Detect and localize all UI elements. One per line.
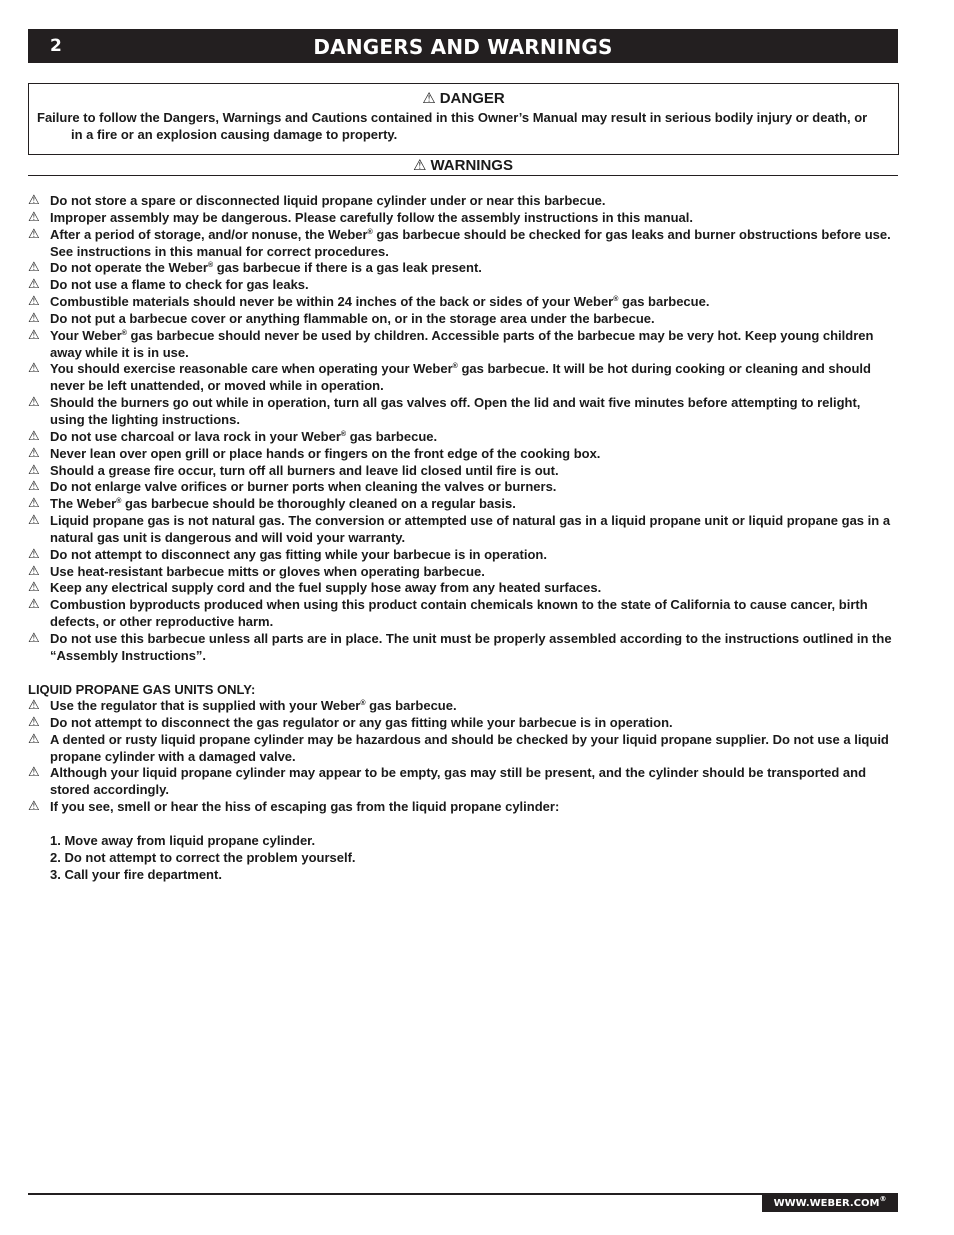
warning-item <box>28 361 898 395</box>
warning-item <box>28 547 898 564</box>
warning-item <box>28 479 898 496</box>
warning-triangle-icon: ⚠ <box>28 698 40 713</box>
warning-text: Use the regulator that is supplied with your Weber® gas barbecue. <box>50 698 457 713</box>
emergency-step: 2. Do not attempt to correct the problem yourself. <box>50 849 356 865</box>
danger-box <box>28 83 899 155</box>
warning-text: Do not use charcoal or lava rock in your Weber® gas barbecue. <box>50 428 438 444</box>
warnings-divider <box>28 175 898 176</box>
warning-text: Do not use this barbecue unless all parts are in place. The unit must be properly assembled according to the instructions outlined in the “Assembly Instructions”. <box>50 630 892 663</box>
warning-triangle-icon: ⚠ <box>28 277 40 293</box>
warning-text: Combustion byproducts produced when using this product contain chemicals known to the state of California to cause cancer, birth defects, or other reproductive harm. <box>50 597 868 630</box>
warning-item <box>28 429 898 446</box>
warning-triangle-icon: ⚠ <box>28 193 40 208</box>
warning-item <box>28 564 898 581</box>
warning-item <box>28 395 898 429</box>
warning-item <box>28 513 898 547</box>
warning-item <box>28 631 898 665</box>
warning-item <box>28 294 898 311</box>
warning-text: After a period of storage, and/or nonuse, the Weber® gas barbecue should be checked for gas leaks and burner obstructions before use. See instructions in this manual for correct procedures. <box>50 226 891 259</box>
warning-text: Although your liquid propane cylinder may appear to be empty, gas may still be present, and the cylinder should be transported and stored accordingly. <box>50 765 867 798</box>
warning-triangle-icon: ⚠ <box>28 445 40 461</box>
warning-item <box>28 597 898 631</box>
warning-item <box>28 732 898 766</box>
warning-text: Do not put a barbecue cover or anything flammable on, or in the storage area under the barbecue. <box>50 310 655 326</box>
warning-triangle-icon: ⚠ <box>28 395 40 411</box>
warnings-title: WARNINGS <box>430 157 513 174</box>
warning-text: Use heat-resistant barbecue mitts or gloves when operating barbecue. <box>50 563 485 579</box>
warning-text: Do not store a spare or disconnected liquid propane cylinder under or near this barbecue. <box>50 193 606 208</box>
lp-heading: LIQUID PROPANE GAS UNITS ONLY: <box>28 682 256 697</box>
warning-triangle-icon: ⚠ <box>28 731 40 747</box>
warning-text: Do not attempt to disconnect the gas regulator or any gas fitting while your barbecue is in operation. <box>50 714 673 730</box>
page-number: 2 <box>50 36 62 56</box>
warning-text: Never lean over open grill or place hands or fingers on the front edge of the cooking box. <box>50 445 601 461</box>
warning-triangle-icon: ⚠ <box>28 597 40 613</box>
warning-triangle-icon: ⚠ <box>28 546 40 562</box>
warning-triangle-icon: ⚠ <box>28 714 40 730</box>
emergency-step: 3. Call your fire department. <box>50 866 222 882</box>
warning-text: Keep any electrical supply cord and the fuel supply hose away from any heated surfaces. <box>50 580 602 596</box>
warning-triangle-icon: ⚠ <box>28 209 40 225</box>
emergency-steps-list <box>50 833 356 884</box>
warning-triangle-icon: ⚠ <box>28 294 40 310</box>
warning-triangle-icon: ⚠ <box>28 630 40 646</box>
warning-text: Do not use a flame to check for gas leaks. <box>50 277 309 293</box>
warning-triangle-icon: ⚠ <box>28 310 40 326</box>
page-title: DANGERS AND WARNINGS <box>313 35 613 59</box>
warning-triangle-icon: ⚠ <box>28 428 40 444</box>
warning-text: Do not enlarge valve orifices or burner ports when cleaning the valves or burners. <box>50 479 557 495</box>
warning-item <box>28 277 898 294</box>
warning-triangle-icon: ⚠ <box>422 89 436 107</box>
warning-text: Do not operate the Weber® gas barbecue if there is a gas leak present. <box>50 260 482 276</box>
warning-item <box>28 715 898 732</box>
footer-url: WWW.WEBER.COM® <box>762 1195 898 1212</box>
warning-text: Improper assembly may be dangerous. Please carefully follow the assembly instructions in this manual. <box>50 209 693 225</box>
danger-title: DANGER <box>439 90 505 107</box>
warning-triangle-icon: ⚠ <box>28 462 40 478</box>
warning-text: If you see, smell or hear the hiss of escaping gas from the liquid propane cylinder: <box>50 799 560 815</box>
warning-triangle-icon: ⚠ <box>28 226 40 242</box>
warning-triangle-icon: ⚠ <box>28 765 40 781</box>
warning-item <box>28 193 898 210</box>
warning-item <box>28 698 898 715</box>
warning-text: A dented or rusty liquid propane cylinder may be hazardous and should be checked by your liquid propane supplier. Do not use a liquid propane cylinder with a damaged valve. <box>50 731 889 764</box>
warning-item <box>28 260 898 277</box>
warning-text: The Weber® gas barbecue should be thoroughly cleaned on a regular basis. <box>50 496 516 512</box>
warning-text: You should exercise reasonable care when operating your Weber® gas barbecue. It will be hot during cooking or cleaning and should never be left unattended, or moved while in operation. <box>50 361 871 394</box>
warning-item <box>28 765 898 799</box>
warning-triangle-icon: ⚠ <box>28 479 40 495</box>
warning-triangle-icon: ⚠ <box>28 260 40 276</box>
warning-triangle-icon: ⚠ <box>28 580 40 596</box>
warnings-heading <box>28 157 898 174</box>
warning-triangle-icon: ⚠ <box>28 799 40 815</box>
warnings-list <box>28 193 898 665</box>
warning-item <box>28 227 898 261</box>
danger-text: Failure to follow the Dangers, Warnings and Cautions contained in this Owner’s Manual may result in serious bodily injury or death, or in a fire or an explosion causing damage to property. <box>37 110 868 142</box>
lp-warnings-list <box>28 698 898 816</box>
warning-triangle-icon: ⚠ <box>28 563 40 579</box>
warning-text: Your Weber® gas barbecue should never be used by children. Accessible parts of the barbecue may be very hot. Keep young children away while it is in use. <box>50 327 874 360</box>
warning-item <box>28 446 898 463</box>
warning-text: Do not attempt to disconnect any gas fitting while your barbecue is in operation. <box>50 546 547 562</box>
warning-triangle-icon: ⚠ <box>28 496 40 512</box>
warning-item <box>28 580 898 597</box>
warning-text: Should the burners go out while in operation, turn all gas valves off. Open the lid and wait five minutes before attempting to relight, using the lighting instructions. <box>50 395 861 427</box>
danger-heading <box>29 90 898 107</box>
warning-triangle-icon: ⚠ <box>28 327 40 343</box>
warning-item <box>28 496 898 513</box>
emergency-step: 1. Move away from liquid propane cylinder. <box>50 833 316 848</box>
warning-triangle-icon: ⚠ <box>28 361 40 377</box>
warning-triangle-icon: ⚠ <box>28 513 40 529</box>
warning-item <box>28 311 898 328</box>
page-header <box>28 29 898 63</box>
warning-text: Should a grease fire occur, turn off all burners and leave lid closed until fire is out. <box>50 462 559 478</box>
warning-item <box>28 799 898 816</box>
warning-triangle-icon: ⚠ <box>413 156 427 174</box>
warning-item <box>28 210 898 227</box>
warning-item <box>28 328 898 362</box>
warning-text: Liquid propane gas is not natural gas. The conversion or attempted use of natural gas in a liquid propane unit or liquid propane gas in a natural gas unit is dangerous and will void your warranty. <box>50 513 891 545</box>
warning-item <box>28 463 898 480</box>
warning-text: Combustible materials should never be within 24 inches of the back or sides of your Weber® gas barbecue. <box>50 294 710 310</box>
